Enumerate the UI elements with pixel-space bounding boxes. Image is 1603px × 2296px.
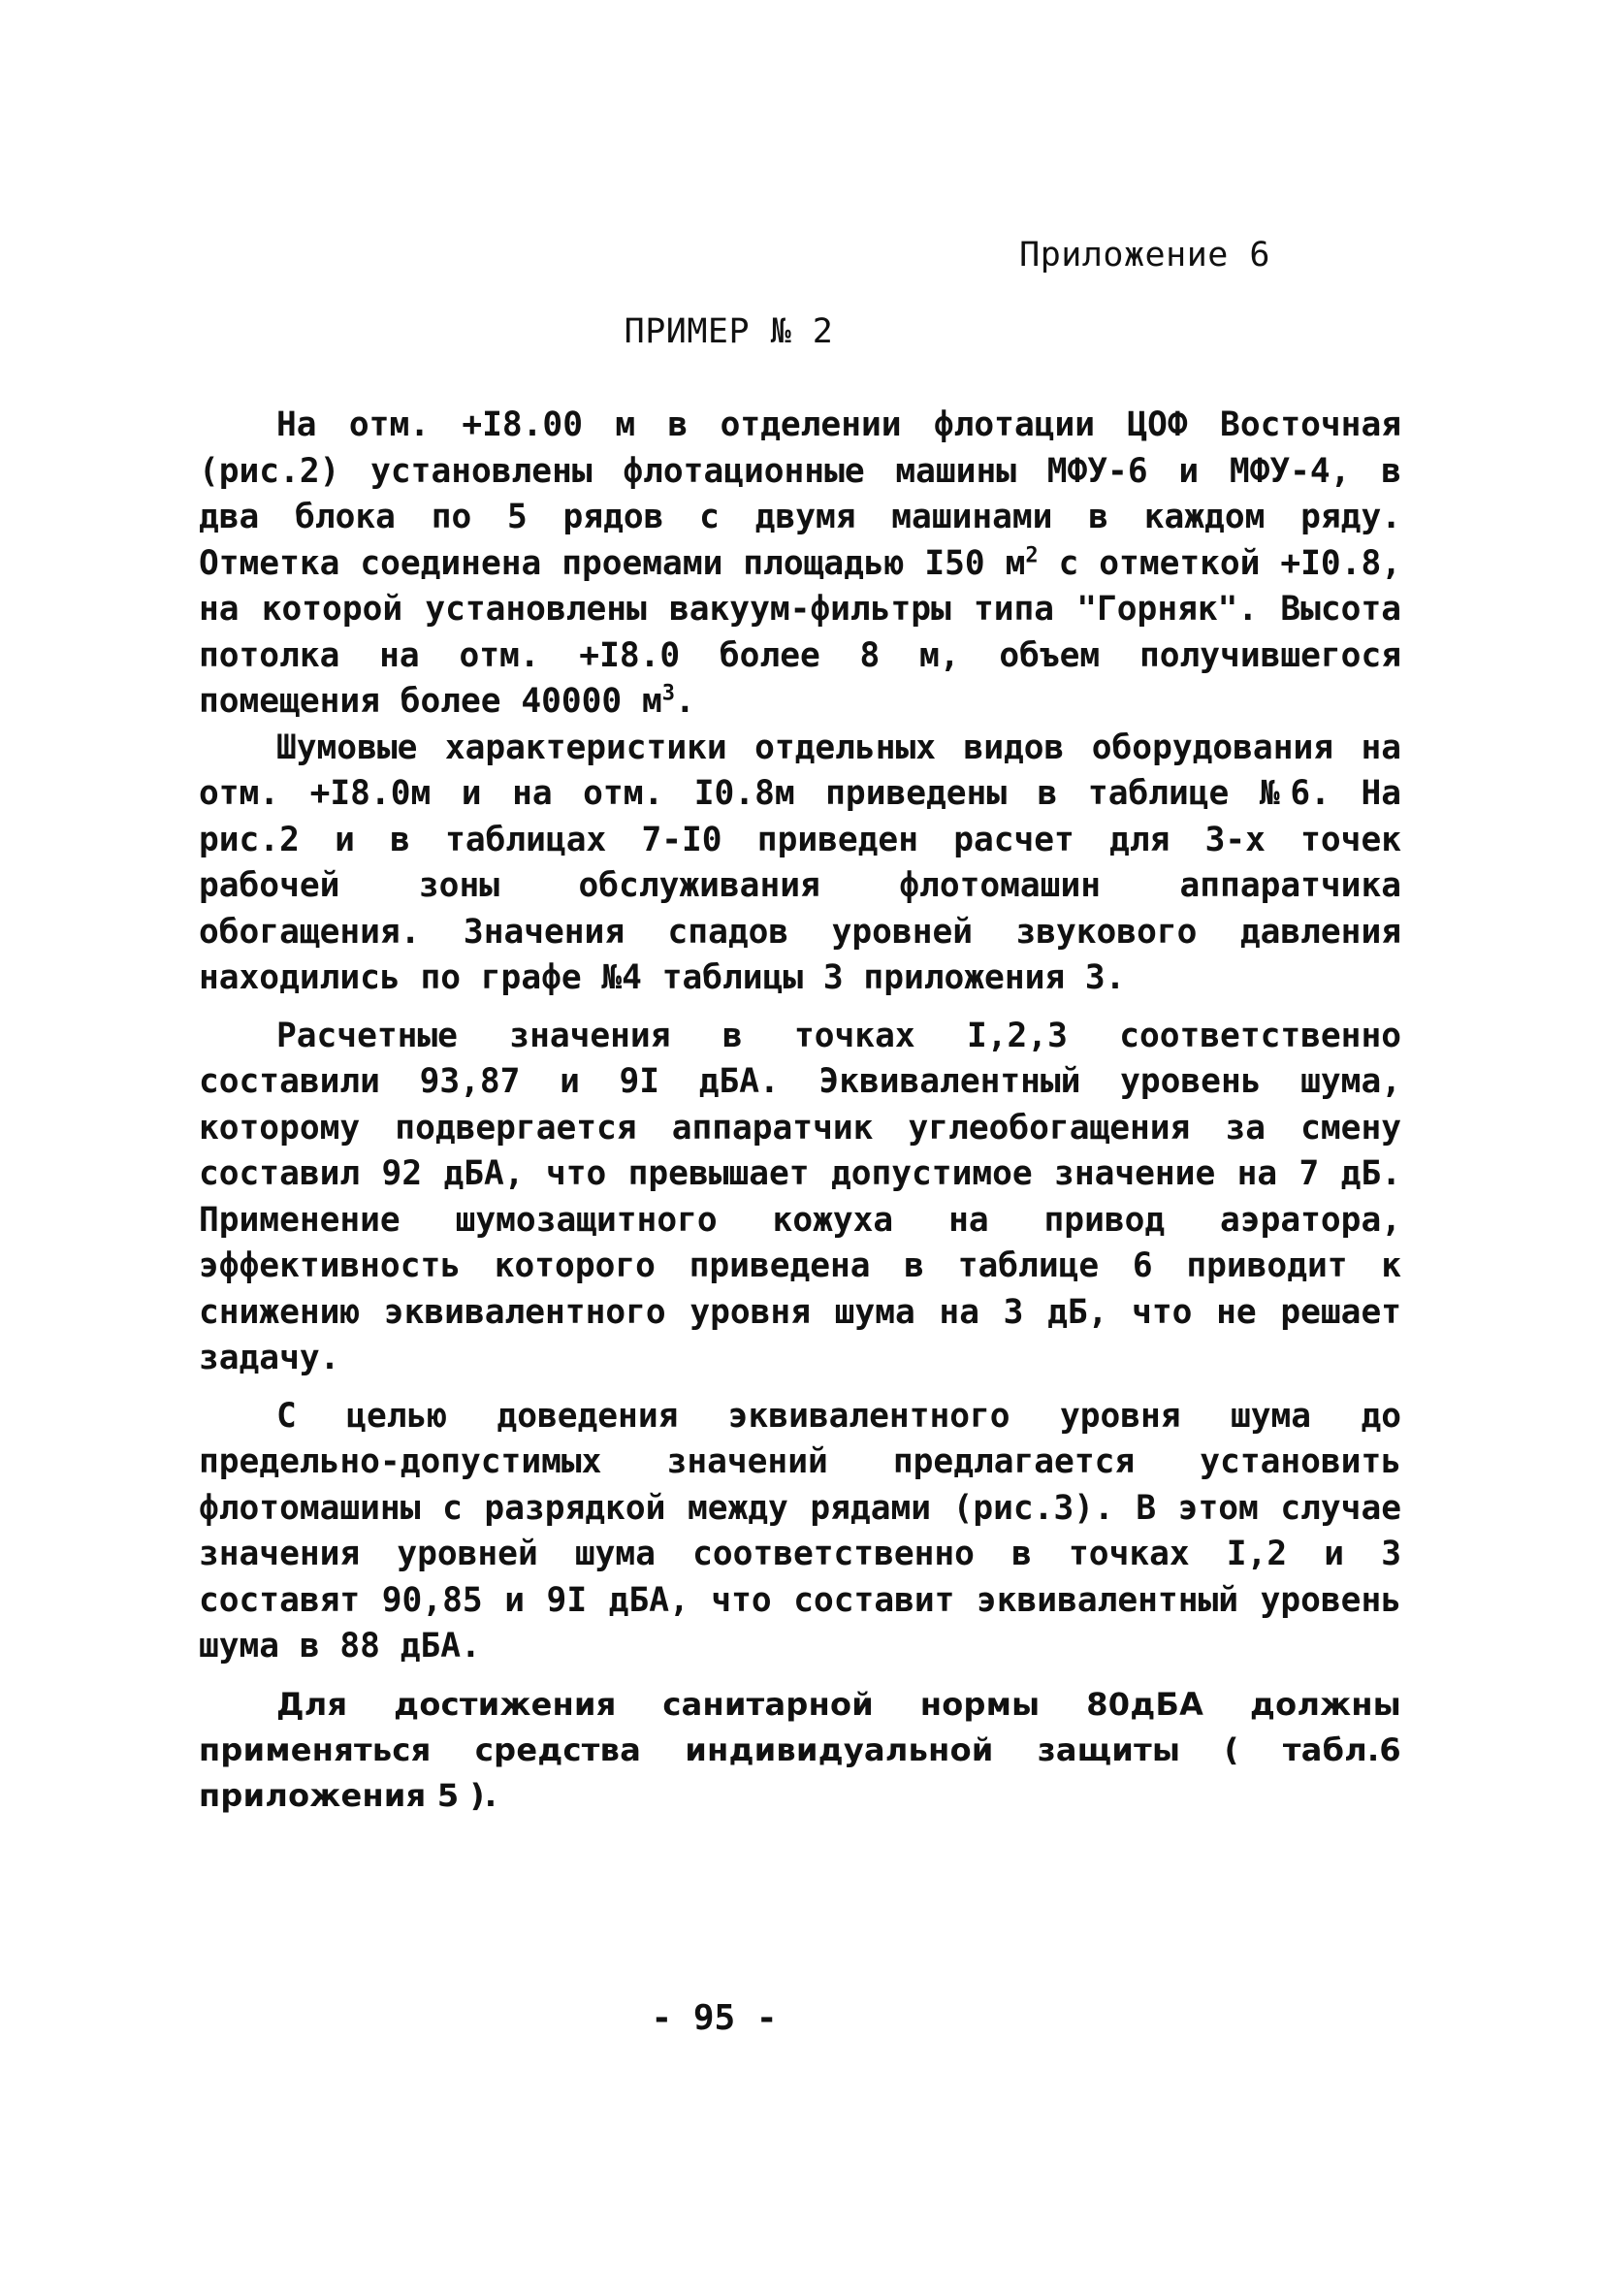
paragraph-1-text-b: с отметкой +I0.8, на которой установлены вакуум-фильтры типа "Горняк". Высота потолка на отм. +I8.0 более 8 м, объем получившегося помещения более 40000 м (199, 543, 1402, 721)
superscript-square: 2 (1025, 543, 1039, 567)
page-number: - 95 - (651, 1998, 778, 2038)
paragraph-1 (199, 403, 1401, 726)
paragraph-1-text-c: . (674, 682, 695, 721)
paragraph-2: Шумовые характеристики отдельных видов оборудования на отм. +I8.0м и на отм. I0.8м приведены в таблице №6. На рис.2 и в таблицах 7-I0 приведен расчет для 3-х точек рабочей зоны обслуживания флотомашин аппаратчика обогащения. Значения спадов уровней звукового давления находились по графе №4 таблицы 3 приложения 3. (199, 728, 1401, 997)
superscript-cubic: 3 (661, 681, 675, 706)
paragraph-4: С целью доведения эквивалентного уровня шума до предельно-допустимых значений предлагается установить флотомашины с разрядкой между рядами (рис.3). В этом случае значения уровней шума соответственно в точках I,2 и 3 составят 90,85 и 9I дБА, что составит эквивалентный уровень шума в 88 дБА. (199, 1396, 1401, 1665)
example-title: ПРИМЕР № 2 (624, 312, 834, 351)
document-body (199, 403, 1401, 1819)
paragraph-3: Расчетные значения в точках I,2,3 соответственно составили 93,87 и 9I дБА. Эквивалентный уровень шума, которому подвергается аппаратчик углеобогащения за смену составил 92 дБА, что превышает допустимое значение на 7 дБ. Применение шумозащитного кожуха на привод аэратора, эффективность которого приведена в таблице 6 приводит к снижению эквивалентного уровня шума на 3 дБ, что не решает задачу. (199, 1016, 1401, 1377)
paragraph-5: Для достижения санитарной нормы 80дБА должны применяться средства индивидуальной защиты ( табл.6 приложения 5 ). (199, 1685, 1401, 1814)
paragraph-1-text-a: На отм. +I8.00 м в отделении флотации ЦОФ Восточная (рис.2) установлены флотационные машины МФУ-6 и МФУ-4, в два блока по 5 рядов с двумя машинами в каждом ряду. Отметка соединена проемами площадью I50 м (199, 405, 1401, 583)
appendix-label: Приложение 6 (1019, 236, 1270, 275)
